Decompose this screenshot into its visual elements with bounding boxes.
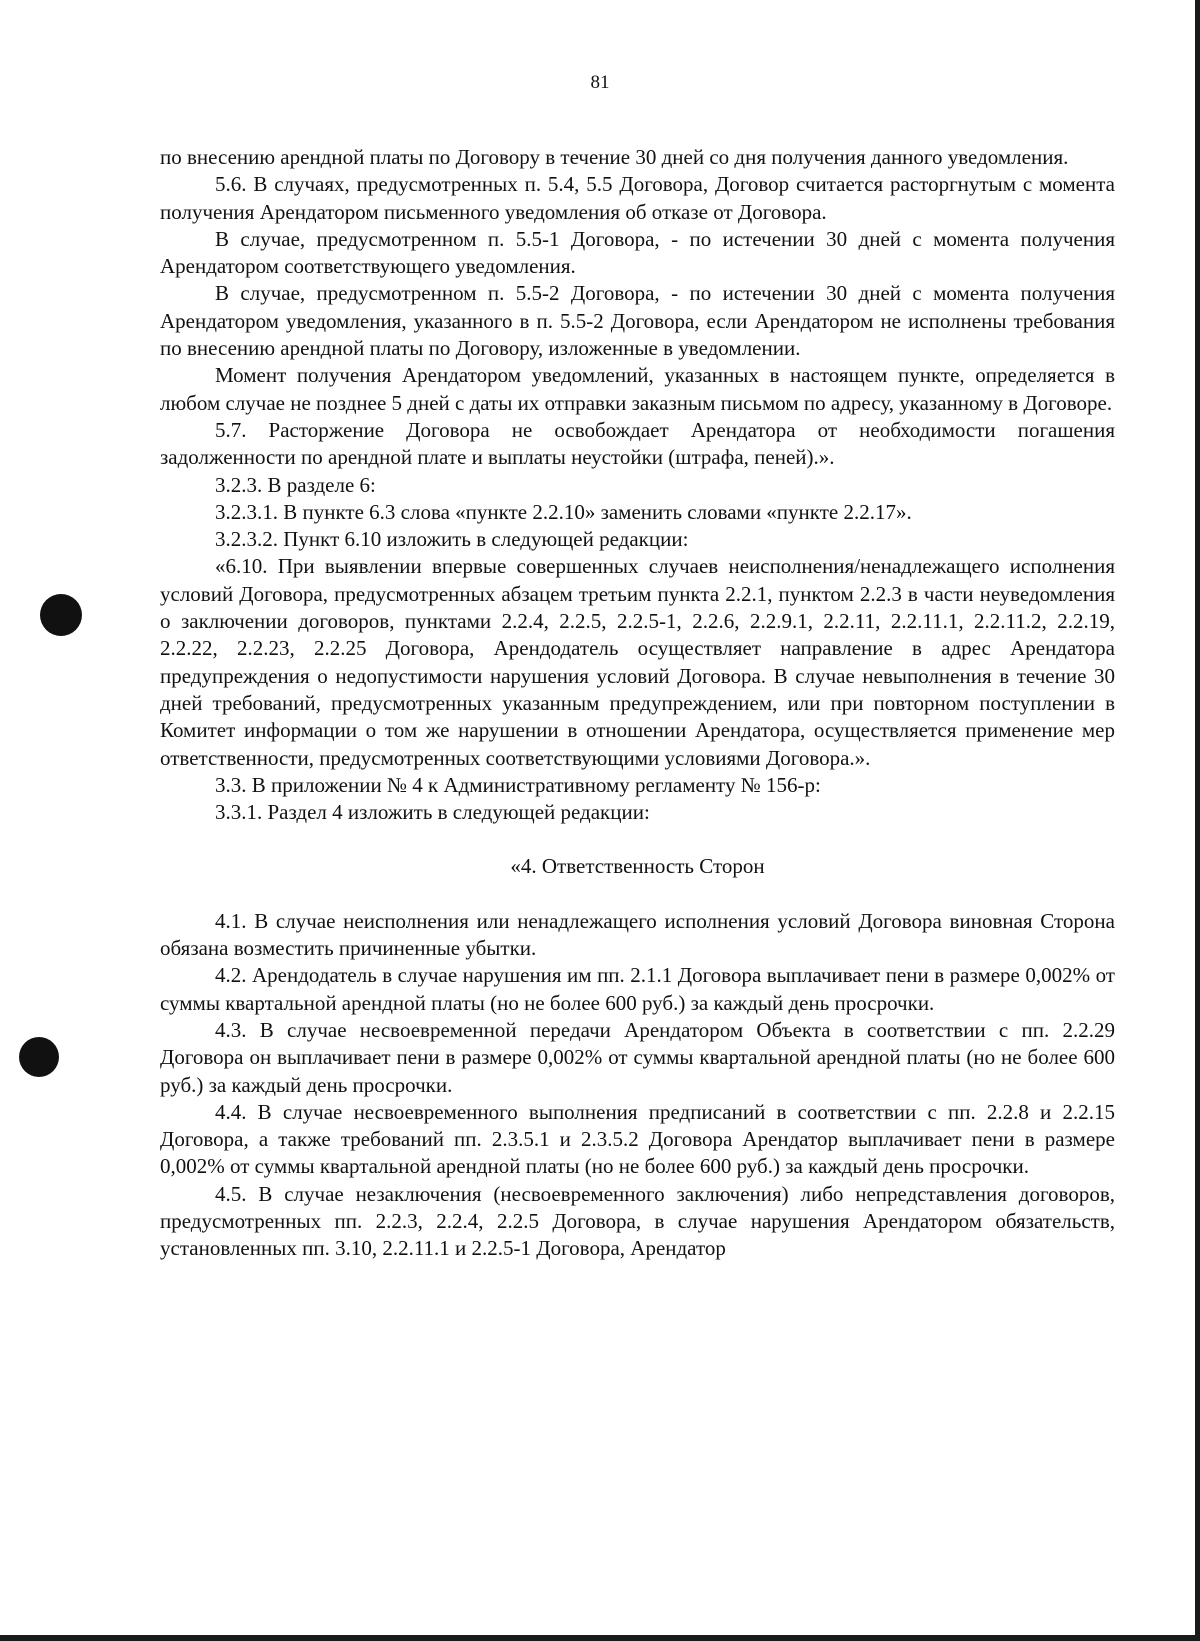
paragraph: Момент получения Арендатором уведомлений, указанных в настоящем пункте, определяется в любом случае не позднее 5 дней с даты их отправки заказным письмом по адресу, указанному в Договоре. bbox=[160, 363, 1115, 415]
scan-right-edge bbox=[1195, 0, 1200, 1641]
paragraph: «6.10. При выявлении впервые совершенных случаев неисполнения/ненадлежащего исполнения условий Договора, предусмотренных абзацем третьим пункта 2.2.1, пунктом 2.2.3 в части неуведомления о заключении договоров, пунктами 2.2.4, 2.2.5, 2.2.5-1, 2.2.6, 2.2.9.1, 2.2.11, 2.2.11.1, 2.2.11.2, 2.2.19, 2.2.22, 2.2.23, 2.2.25 Договора, Арендодатель осуществляет направление в адрес Арендатора предупреждения о недопустимости нарушения условий Договора. В случае невыполнения в течение 30 дней требований, предусмотренных указанным предупреждением, или при повторном поступлении в Комитет информации о том же нарушении в отношении Арендатора, осуществляется применение мер ответственности, предусмотренных соответствующими условиями Договора.». bbox=[160, 554, 1115, 770]
paragraph: 3.2.3.1. В пункте 6.3 слова «пункте 2.2.10» заменить словами «пункте 2.2.17». bbox=[215, 499, 912, 524]
paragraph: 5.7. Расторжение Договора не освобождает Арендатора от необходимости погашения задолженности по арендной плате и выплаты неустойки (штрафа, пеней).». bbox=[160, 417, 1115, 470]
section-paragraph: 4.4. В случае несвоевременного выполнения предписаний в соответствии с пп. 2.2.8 и 2.2.15 Договора, а также требований пп. 2.3.5.1 и 2.3.5.2 Договора Арендатор выплачивает пени в размере 0,002% от суммы квартальной арендной платы (но не более 600 руб.) за каждый день просрочки. bbox=[160, 1099, 1115, 1179]
punch-hole-mark bbox=[19, 1037, 59, 1077]
paragraph: 3.2.3. В разделе 6: bbox=[215, 472, 376, 497]
paragraph: 3.3. В приложении № 4 к Административному регламенту № 156-р: bbox=[215, 772, 821, 797]
section-paragraph: 4.2. Арендодатель в случае нарушения им пп. 2.1.1 Договора выплачивает пени в размере 0,002% от суммы квартальной арендной платы (но не более 600 руб.) за каждый день просрочки. bbox=[160, 963, 1115, 1015]
section-heading: «4. Ответственность Сторон bbox=[510, 854, 765, 879]
document-body bbox=[160, 144, 1115, 1263]
section-paragraph: 4.5. В случае незаключения (несвоевременного заключения) либо непредставления договоров, предусмотренных пп. 2.2.3, 2.2.4, 2.2.5 Договора, в случае нарушения Арендатором обязательств, установленных пп. 3.10, 2.2.11.1 и 2.2.5-1 Договора, Арендатор bbox=[160, 1181, 1115, 1261]
paragraph: 3.3.1. Раздел 4 изложить в следующей редакции: bbox=[215, 800, 650, 825]
punch-hole-mark bbox=[40, 594, 82, 636]
scan-bottom-edge bbox=[0, 1635, 1200, 1641]
paragraph: по внесению арендной платы по Договору в течение 30 дней со дня получения данного уведомления. bbox=[160, 145, 1069, 169]
page-number: 81 bbox=[590, 72, 610, 93]
section-paragraph: 4.3. В случае несвоевременной передачи Арендатором Объекта в соответствии с пп. 2.2.29 Договора он выплачивает пени в размере 0,002% от суммы квартальной арендной платы (но не более 600 руб.) за каждый день просрочки. bbox=[160, 1017, 1115, 1097]
paragraph: 3.2.3.2. Пункт 6.10 изложить в следующей редакции: bbox=[215, 527, 689, 552]
paragraph: В случае, предусмотренном п. 5.5-2 Договора, - по истечении 30 дней с момента получения Арендатором уведомления, указанного в п. 5.5-2 Договора, если Арендатором не исполнены требования по внесению арендной платы по Договору, изложенные в уведомлении. bbox=[160, 281, 1115, 361]
section-paragraph: 4.1. В случае неисполнения или ненадлежащего исполнения условий Договора виновная Сторона обязана возместить причиненные убытки. bbox=[160, 908, 1115, 961]
paragraph: В случае, предусмотренном п. 5.5-1 Договора, - по истечении 30 дней с момента получения Арендатором соответствующего уведомления. bbox=[160, 226, 1115, 279]
paragraph: 5.6. В случаях, предусмотренных п. 5.4, 5.5 Договора, Договор считается расторгнутым с момента получения Арендатором письменного уведомления об отказе от Договора. bbox=[160, 172, 1115, 224]
